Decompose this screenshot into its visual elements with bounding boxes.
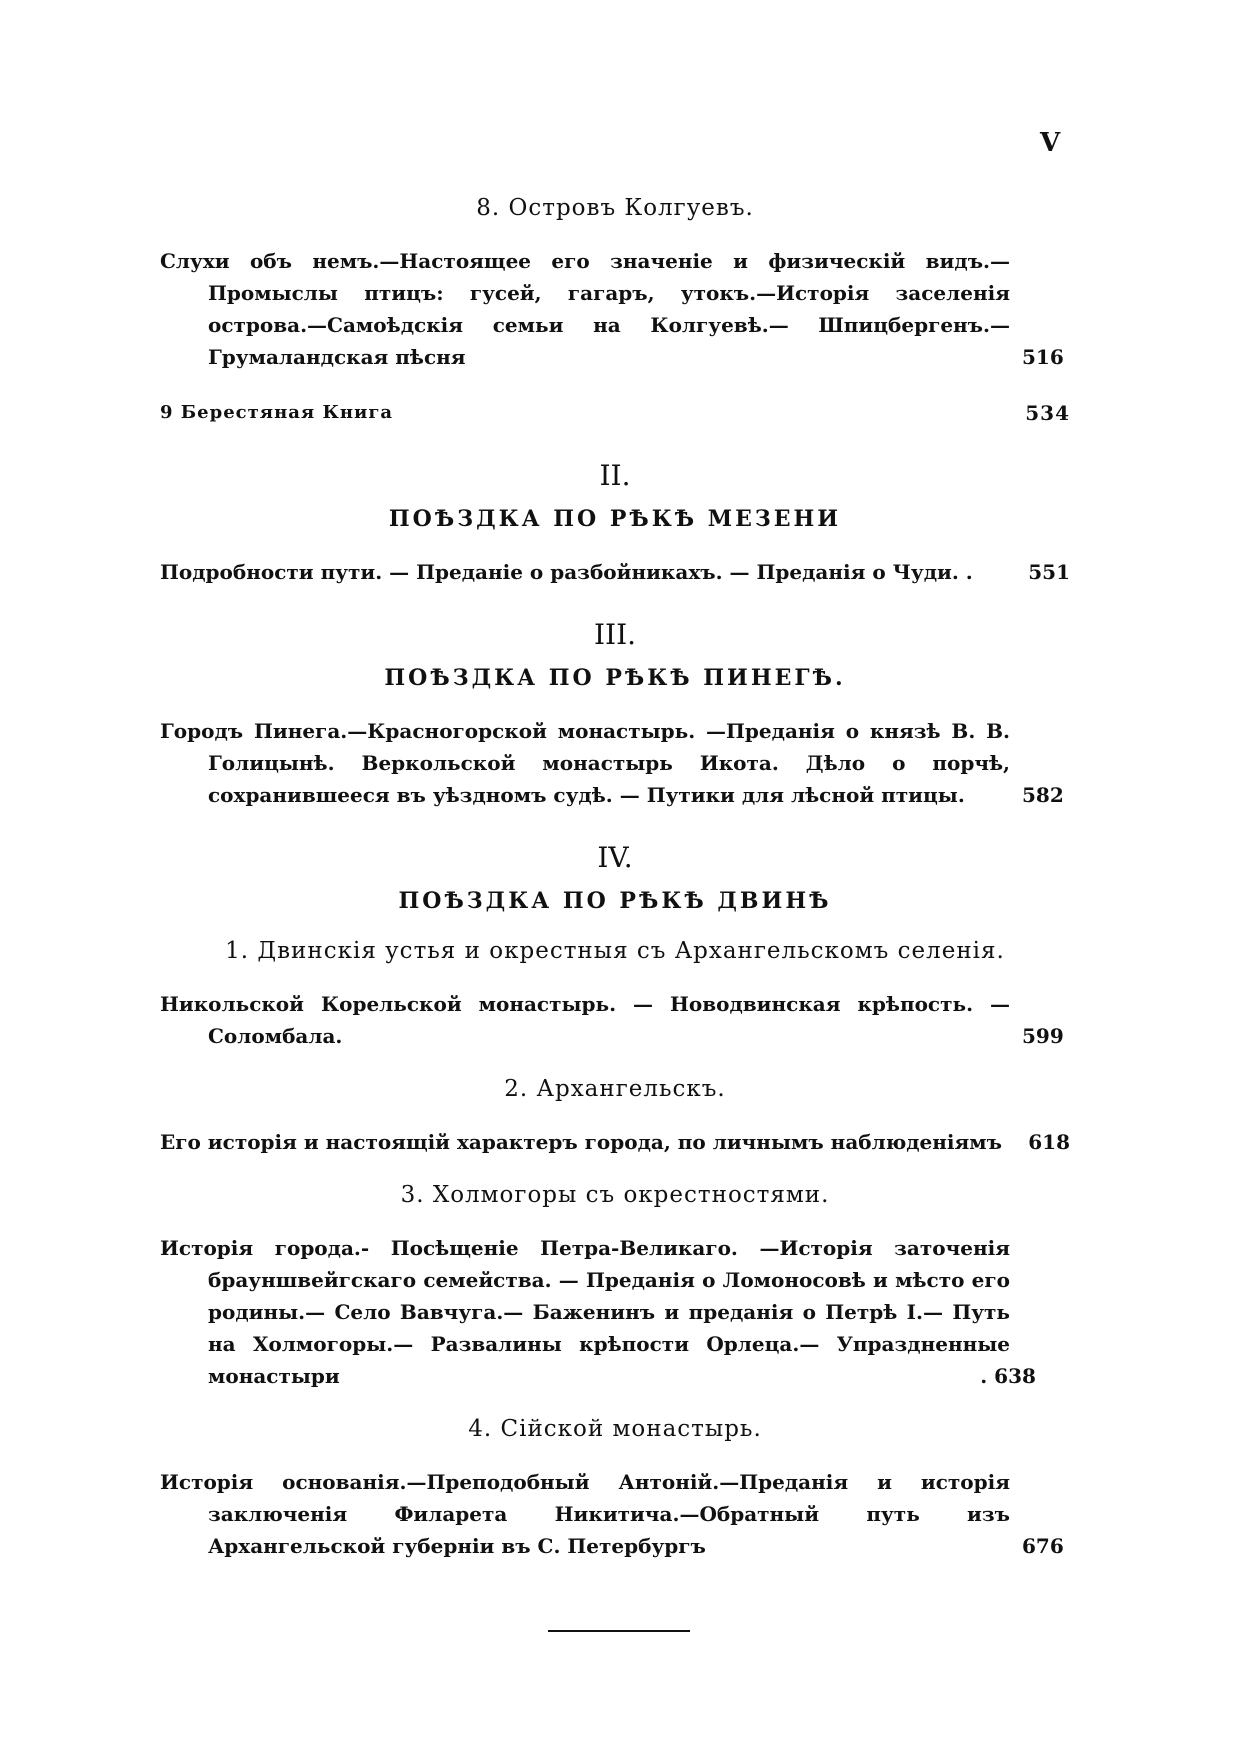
part-4-numeral: IV. (597, 841, 633, 874)
part-4-sub-4-entry: Исторія основанія.—Преподобный Антоній.—Преданія и исторія заключенія Филарета Никитича.—Обратный путь изъ Архангельской губерніи въ С. Петербургъ 676 (160, 1470, 1064, 1558)
section-8-heading: 8. Островъ Колгуевъ. (476, 195, 754, 221)
part-2-page: 551 (1028, 560, 1070, 584)
section-8-entry: Слухи объ немъ.—Настоящее его значеніе и физическій видъ.—Промыслы птицъ: гусей, гагаръ, утокъ.—Исторія заселенія острова.—Самоѣдскія семьи на Колгуевѣ.— Шпицбергенъ.— Грумаландская пѣсня 516 (160, 249, 1064, 369)
part-2-title: ПОѢЗДКА ПО РѢКѢ МЕЗЕНИ (388, 506, 842, 532)
part-2-numeral: II. (599, 459, 631, 492)
part-3-text: Городъ Пинега.—Красногорской монастырь. —Преданія о князѣ В. В. Голицынѣ. Веркольской монастырь Икота. Дѣло о порчѣ, сохранившееся въ уѣздномъ судѣ. — Путики для лѣсной птицы. (160, 719, 1010, 807)
page-number: V (1040, 128, 1061, 158)
part-3-numeral: III. (593, 618, 637, 651)
part-4-sub-3-text: Исторія города.- Посѣщеніе Петра-Великаго. —Исторія заточенія брауншвейгскаго семейства. — Преданія о Ломоносовѣ и мѣсто его родины.— Село Вавчуга.— Баженинъ и преданія о Петрѣ I.— Путь на Холмогоры.— Развалины крѣпости Орлеца.— Упраздненные монастыри (160, 1236, 1010, 1388)
part-4-sub-2-page: 618 (1028, 1130, 1070, 1154)
part-4-sub-3-page: . 638 (980, 1364, 1036, 1388)
section-9-text: 9 Берестяная Книга (160, 402, 394, 423)
part-4-sub-2-heading: 2. Архангельскъ. (504, 1076, 726, 1102)
section-8-text: Слухи объ немъ.—Настоящее его значеніе и физическій видъ.—Промыслы птицъ: гусей, гагаръ, утокъ.—Исторія заселенія острова.—Самоѣдскія семьи на Колгуевѣ.— Шпицбергенъ.— Грумаландская пѣсня (160, 249, 1010, 369)
part-4-sub-1-heading: 1. Двинскія устья и окрестныя съ Архангельскомъ селенія. (225, 938, 1005, 964)
section-9-entry (160, 397, 1070, 429)
closing-rule (548, 1630, 690, 1632)
part-4-sub-1-entry: Никольской Корельской монастырь. — Новодвинская крѣпость. — Соломбала. 599 (160, 992, 1064, 1048)
part-4-sub-2-entry (160, 1126, 1070, 1158)
part-2-text: Подробности пути. — Преданіе о разбойникахъ. — Преданія о Чуди. . (160, 560, 973, 584)
part-4-title: ПОѢЗДКА ПО РѢКѢ ДВИНѢ (398, 888, 832, 914)
section-9-page: 534 (1025, 401, 1070, 425)
part-3-title: ПОѢЗДКА ПО РѢКѢ ПИНЕГѢ. (384, 665, 846, 691)
part-3-entry: Городъ Пинега.—Красногорской монастырь. —Преданія о князѣ В. В. Голицынѣ. Веркольской монастырь Икота. Дѣло о порчѣ, сохранившееся въ уѣздномъ судѣ. — Путики для лѣсной птицы. 582 (160, 719, 1064, 807)
part-4-sub-2-text: Его исторія и настоящій характеръ города, по личнымъ наблюденіямъ (160, 1130, 1003, 1154)
part-2-entry (160, 556, 1070, 588)
part-4-sub-4-heading: 4. Сійской монастырь. (468, 1416, 762, 1442)
part-4-sub-1-text: Никольской Корельской монастырь. — Новодвинская крѣпость. — Соломбала. (160, 992, 1010, 1048)
part-4-sub-3-heading: 3. Холмогоры съ окрестностями. (400, 1182, 830, 1208)
part-4-sub-4-text: Исторія основанія.—Преподобный Антоній.—Преданія и исторія заключенія Филарета Никитича.—Обратный путь изъ Архангельской губерніи въ С. Петербургъ (160, 1470, 1010, 1558)
part-4-sub-3-entry (160, 1232, 1070, 1392)
table-of-contents (160, 195, 1070, 1586)
